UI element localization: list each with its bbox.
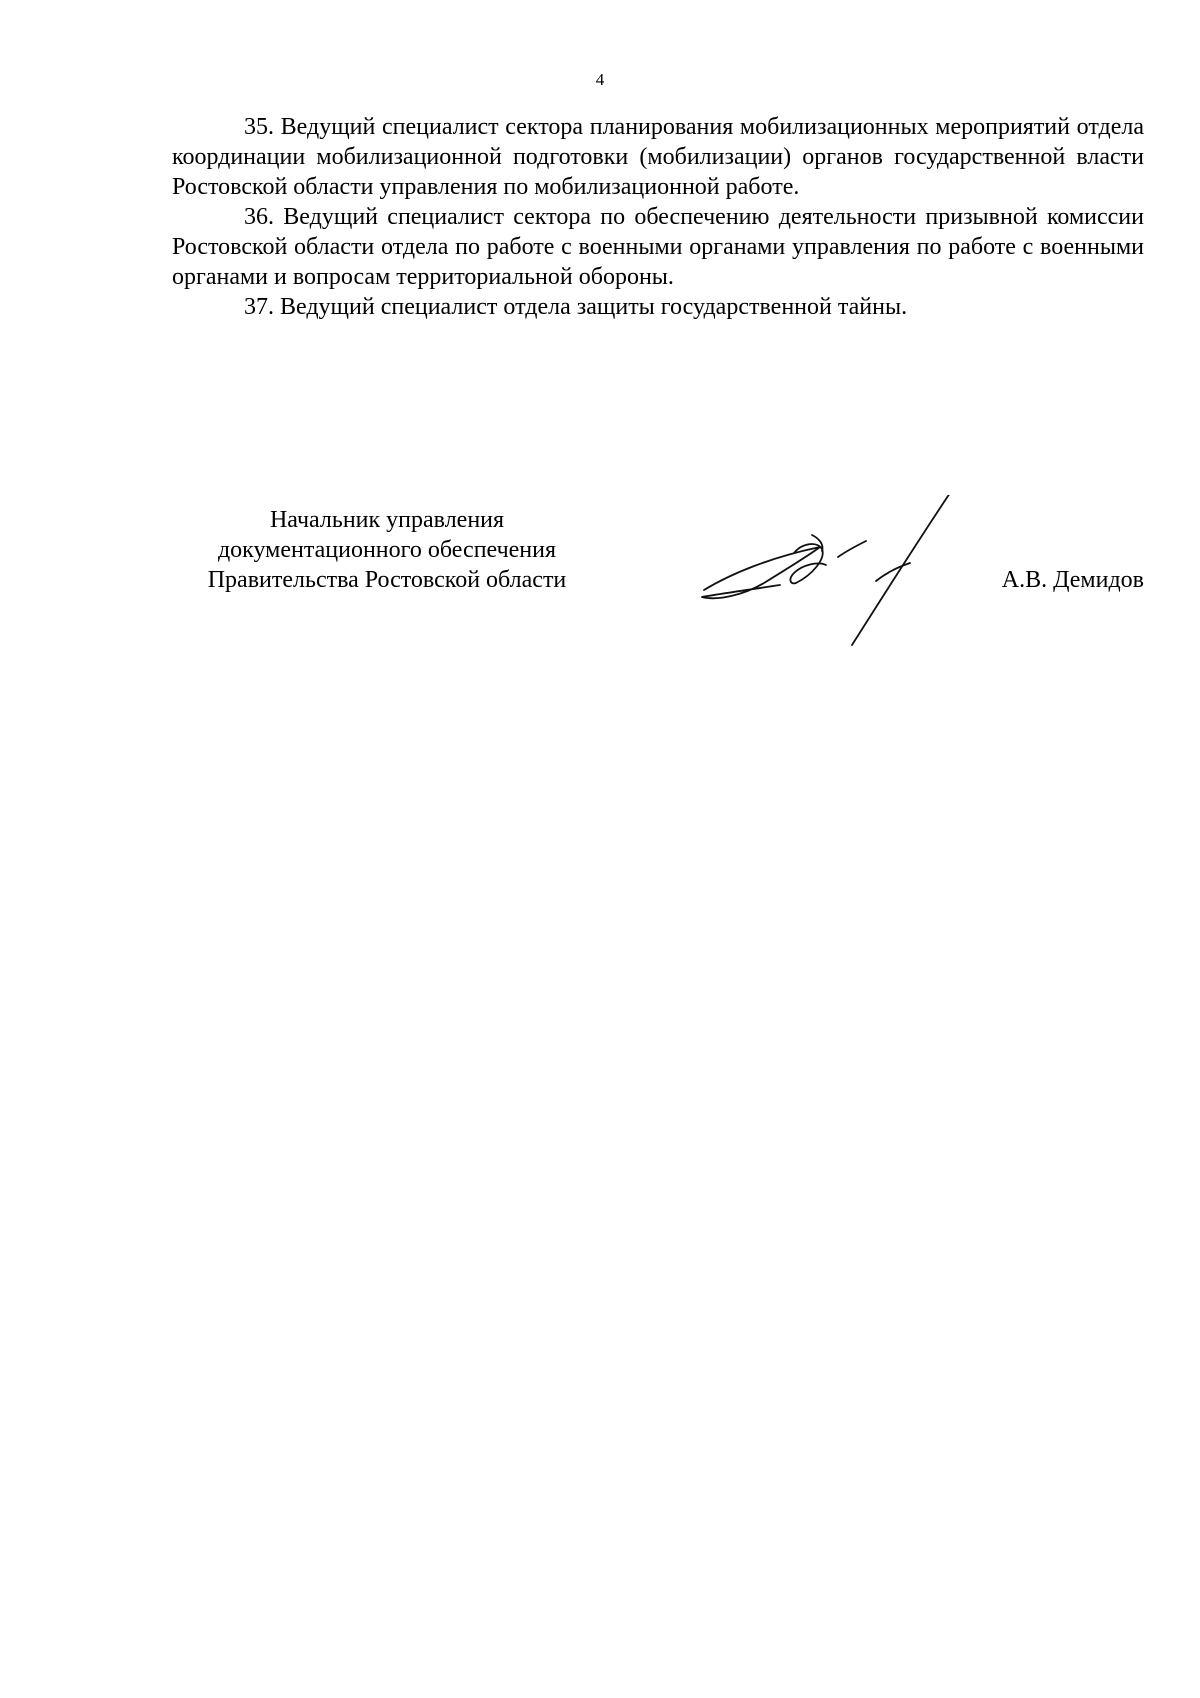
signer-position-line: Правительства Ростовской области xyxy=(207,567,567,593)
handwritten-signature-icon xyxy=(662,495,962,655)
list-item-36: 36. Ведущий специалист сектора по обеспечению деятельности призывной комиссии Ростовской области отдела по работе с военными органами управления по работе с военными органами и вопросам территориальной обороны. xyxy=(172,204,1144,290)
list-item-35: 35. Ведущий специалист сектора планирования мобилизационных мероприятий отдела координации мобилизационной подготовки (мобилизации) органов государственной власти Ростовской области управления по мобилизационной работе. xyxy=(172,114,1144,200)
signer-position xyxy=(172,505,602,595)
signer-position-line: Начальник управления xyxy=(269,507,505,533)
document-body xyxy=(172,112,1144,322)
page-number: 4 xyxy=(595,70,605,89)
signer-name: А.В. Демидов xyxy=(1001,567,1144,593)
list-item-37: 37. Ведущий специалист отдела защиты государственной тайны. xyxy=(244,294,908,320)
signer-position-line: документационного обеспечения xyxy=(217,537,557,563)
signature-block xyxy=(172,505,1144,665)
